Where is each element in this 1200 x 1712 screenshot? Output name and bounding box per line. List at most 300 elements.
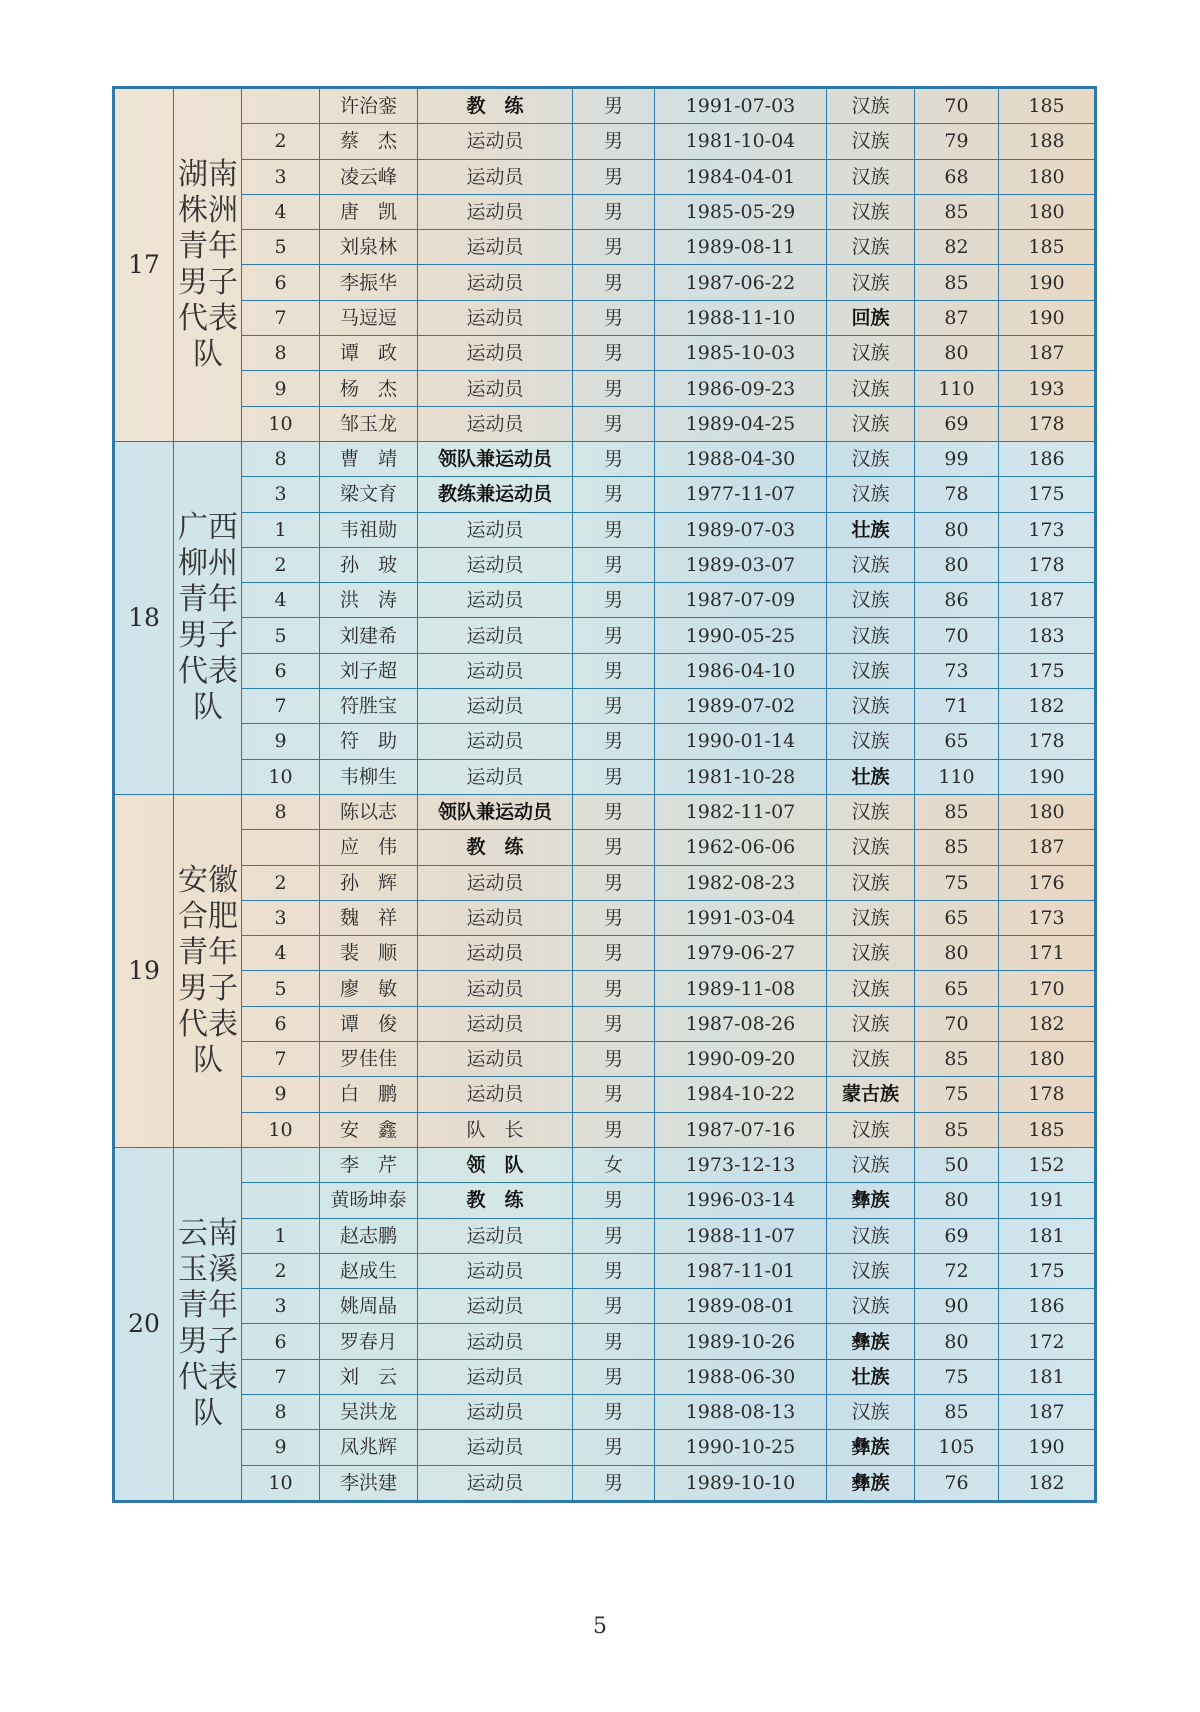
player-name: 应 伟 [320,830,418,865]
ethnicity: 汉族 [827,336,915,371]
height-cm: 183 [999,618,1096,653]
ethnicity: 汉族 [827,230,915,265]
player-name: 罗春月 [320,1324,418,1359]
player-role: 运动员 [418,583,573,618]
weight-kg: 73 [915,653,999,688]
jersey-number: 9 [242,371,320,406]
height-cm: 173 [999,512,1096,547]
table-row [114,300,1096,335]
player-role: 运动员 [418,724,573,759]
weight-kg: 80 [915,936,999,971]
player-name: 谭 政 [320,336,418,371]
height-cm: 190 [999,1430,1096,1465]
birth-date: 1979-06-27 [655,936,827,971]
player-role: 队 长 [418,1112,573,1147]
jersey-number: 10 [242,759,320,794]
jersey-number: 8 [242,794,320,829]
table-row [114,547,1096,582]
ethnicity: 汉族 [827,583,915,618]
birth-date: 1988-06-30 [655,1359,827,1394]
jersey-number: 9 [242,724,320,759]
weight-kg: 87 [915,300,999,335]
height-cm: 182 [999,1465,1096,1501]
player-role: 运动员 [418,547,573,582]
table-row [114,1253,1096,1288]
weight-kg: 70 [915,88,999,124]
player-role: 运动员 [418,1324,573,1359]
weight-kg: 69 [915,406,999,441]
player-gender: 男 [573,512,655,547]
height-cm: 191 [999,1183,1096,1218]
height-cm: 187 [999,1394,1096,1429]
weight-kg: 71 [915,689,999,724]
player-name: 李洪建 [320,1465,418,1501]
birth-date: 1989-08-11 [655,230,827,265]
player-role: 运动员 [418,371,573,406]
height-cm: 175 [999,653,1096,688]
player-name: 罗佳佳 [320,1042,418,1077]
jersey-number [242,1147,320,1182]
player-gender: 男 [573,1324,655,1359]
birth-date: 1990-10-25 [655,1430,827,1465]
jersey-number: 2 [242,124,320,159]
player-gender: 男 [573,406,655,441]
player-role: 运动员 [418,194,573,229]
player-role: 运动员 [418,1430,573,1465]
height-cm: 187 [999,830,1096,865]
ethnicity: 汉族 [827,653,915,688]
player-role: 运动员 [418,618,573,653]
weight-kg: 75 [915,865,999,900]
player-gender: 男 [573,759,655,794]
player-role: 运动员 [418,1359,573,1394]
weight-kg: 85 [915,794,999,829]
birth-date: 1988-11-10 [655,300,827,335]
ethnicity: 彝族 [827,1183,915,1218]
weight-kg: 68 [915,159,999,194]
jersey-number: 10 [242,406,320,441]
player-gender: 男 [573,1183,655,1218]
height-cm: 181 [999,1218,1096,1253]
birth-date: 1985-10-03 [655,336,827,371]
jersey-number: 6 [242,1006,320,1041]
table-row [114,88,1096,124]
birth-date: 1981-10-28 [655,759,827,794]
weight-kg: 85 [915,1112,999,1147]
ethnicity: 汉族 [827,830,915,865]
player-gender: 男 [573,794,655,829]
player-role: 教 练 [418,88,573,124]
weight-kg: 90 [915,1289,999,1324]
height-cm: 176 [999,865,1096,900]
table-row [114,1147,1096,1182]
player-role: 教 练 [418,830,573,865]
height-cm: 175 [999,477,1096,512]
table-row [114,759,1096,794]
weight-kg: 80 [915,1183,999,1218]
player-name: 梁文育 [320,477,418,512]
height-cm: 186 [999,441,1096,476]
height-cm: 185 [999,1112,1096,1147]
player-name: 符 助 [320,724,418,759]
player-gender: 男 [573,936,655,971]
height-cm: 193 [999,371,1096,406]
table-row [114,1359,1096,1394]
weight-kg: 85 [915,1042,999,1077]
player-name: 廖 敏 [320,971,418,1006]
jersey-number: 8 [242,336,320,371]
weight-kg: 110 [915,371,999,406]
weight-kg: 70 [915,618,999,653]
player-role: 教 练 [418,1183,573,1218]
weight-kg: 105 [915,1430,999,1465]
birth-date: 1991-03-04 [655,900,827,935]
team-number: 18 [114,441,174,794]
weight-kg: 80 [915,512,999,547]
ethnicity: 汉族 [827,724,915,759]
player-name: 姚周晶 [320,1289,418,1324]
jersey-number: 5 [242,230,320,265]
ethnicity: 汉族 [827,477,915,512]
birth-date: 1987-07-09 [655,583,827,618]
table-row [114,477,1096,512]
weight-kg: 99 [915,441,999,476]
table-row [114,265,1096,300]
birth-date: 1987-08-26 [655,1006,827,1041]
player-name: 洪 涛 [320,583,418,618]
birth-date: 1990-09-20 [655,1042,827,1077]
ethnicity: 汉族 [827,441,915,476]
player-gender: 男 [573,547,655,582]
birth-date: 1988-08-13 [655,1394,827,1429]
player-gender: 男 [573,477,655,512]
jersey-number: 2 [242,1253,320,1288]
page-number: 5 [593,1614,607,1639]
jersey-number: 4 [242,936,320,971]
table-row [114,1183,1096,1218]
ethnicity: 汉族 [827,971,915,1006]
player-name: 凌云峰 [320,159,418,194]
weight-kg: 78 [915,477,999,512]
birth-date: 1987-11-01 [655,1253,827,1288]
jersey-number: 2 [242,547,320,582]
team-number: 19 [114,794,174,1147]
player-gender: 男 [573,653,655,688]
player-name: 孙 辉 [320,865,418,900]
weight-kg: 70 [915,1006,999,1041]
player-gender: 男 [573,159,655,194]
birth-date: 1987-07-16 [655,1112,827,1147]
player-role: 运动员 [418,971,573,1006]
roster-table [112,86,1097,1503]
team-name: 安徽合肥青年男子代表队 [178,862,238,1078]
birth-date: 1990-05-25 [655,618,827,653]
jersey-number: 5 [242,618,320,653]
height-cm: 188 [999,124,1096,159]
ethnicity: 汉族 [827,1289,915,1324]
birth-date: 1973-12-13 [655,1147,827,1182]
jersey-number: 1 [242,512,320,547]
player-gender: 男 [573,1394,655,1429]
team-name: 湖南株洲青年男子代表队 [178,156,238,372]
jersey-number: 4 [242,194,320,229]
weight-kg: 86 [915,583,999,618]
table-row [114,830,1096,865]
ethnicity: 汉族 [827,88,915,124]
weight-kg: 75 [915,1359,999,1394]
player-role: 运动员 [418,759,573,794]
player-name: 陈以志 [320,794,418,829]
player-name: 刘泉林 [320,230,418,265]
height-cm: 190 [999,300,1096,335]
height-cm: 172 [999,1324,1096,1359]
player-name: 刘建希 [320,618,418,653]
jersey-number: 10 [242,1465,320,1501]
weight-kg: 76 [915,1465,999,1501]
table-row [114,336,1096,371]
player-gender: 男 [573,1042,655,1077]
ethnicity: 汉族 [827,794,915,829]
ethnicity: 汉族 [827,1006,915,1041]
table-row [114,1394,1096,1429]
ethnicity: 汉族 [827,900,915,935]
birth-date: 1977-11-07 [655,477,827,512]
player-name: 韦祖勋 [320,512,418,547]
player-role: 运动员 [418,1218,573,1253]
ethnicity: 汉族 [827,124,915,159]
weight-kg: 79 [915,124,999,159]
weight-kg: 82 [915,230,999,265]
jersey-number: 4 [242,583,320,618]
player-role: 领队兼运动员 [418,441,573,476]
jersey-number [242,830,320,865]
player-gender: 男 [573,900,655,935]
ethnicity: 汉族 [827,1218,915,1253]
player-gender: 男 [573,88,655,124]
birth-date: 1981-10-04 [655,124,827,159]
height-cm: 185 [999,88,1096,124]
birth-date: 1989-04-25 [655,406,827,441]
ethnicity: 汉族 [827,1253,915,1288]
player-gender: 男 [573,1359,655,1394]
table-row [114,371,1096,406]
jersey-number: 6 [242,653,320,688]
height-cm: 180 [999,1042,1096,1077]
birth-date: 1982-08-23 [655,865,827,900]
table-row [114,865,1096,900]
jersey-number [242,1183,320,1218]
table-row [114,1430,1096,1465]
player-name: 韦柳生 [320,759,418,794]
player-name: 马逗逗 [320,300,418,335]
player-name: 魏 祥 [320,900,418,935]
birth-date: 1986-09-23 [655,371,827,406]
ethnicity: 彝族 [827,1465,915,1501]
player-name: 黄旸坤泰 [320,1183,418,1218]
player-role: 运动员 [418,1394,573,1429]
table-row [114,1324,1096,1359]
ethnicity: 壮族 [827,512,915,547]
player-name: 白 鹏 [320,1077,418,1112]
height-cm: 186 [999,1289,1096,1324]
jersey-number: 6 [242,265,320,300]
table-row [114,159,1096,194]
player-gender: 男 [573,971,655,1006]
birth-date: 1990-01-14 [655,724,827,759]
player-gender: 男 [573,441,655,476]
weight-kg: 72 [915,1253,999,1288]
height-cm: 180 [999,794,1096,829]
birth-date: 1986-04-10 [655,653,827,688]
table-row [114,1289,1096,1324]
player-name: 杨 杰 [320,371,418,406]
player-gender: 男 [573,1006,655,1041]
table-row [114,724,1096,759]
ethnicity: 汉族 [827,371,915,406]
player-role: 运动员 [418,1253,573,1288]
player-gender: 男 [573,371,655,406]
player-role: 运动员 [418,265,573,300]
player-gender: 男 [573,230,655,265]
height-cm: 178 [999,1077,1096,1112]
player-gender: 男 [573,336,655,371]
birth-date: 1982-11-07 [655,794,827,829]
weight-kg: 65 [915,900,999,935]
jersey-number: 9 [242,1077,320,1112]
birth-date: 1984-04-01 [655,159,827,194]
player-name: 赵志鹏 [320,1218,418,1253]
table-row [114,1112,1096,1147]
player-name: 曹 靖 [320,441,418,476]
player-gender: 男 [573,724,655,759]
table-row [114,689,1096,724]
player-gender: 男 [573,1465,655,1501]
height-cm: 187 [999,336,1096,371]
height-cm: 182 [999,689,1096,724]
player-role: 运动员 [418,865,573,900]
jersey-number: 5 [242,971,320,1006]
ethnicity: 彝族 [827,1430,915,1465]
height-cm: 190 [999,265,1096,300]
table-row [114,653,1096,688]
birth-date: 1989-03-07 [655,547,827,582]
jersey-number: 8 [242,441,320,476]
ethnicity: 汉族 [827,689,915,724]
player-role: 运动员 [418,1006,573,1041]
player-gender: 女 [573,1147,655,1182]
player-role: 运动员 [418,512,573,547]
ethnicity: 壮族 [827,1359,915,1394]
player-name: 唐 凯 [320,194,418,229]
weight-kg: 65 [915,971,999,1006]
weight-kg: 85 [915,194,999,229]
table-row [114,230,1096,265]
jersey-number: 10 [242,1112,320,1147]
player-role: 运动员 [418,1042,573,1077]
player-role: 教练兼运动员 [418,477,573,512]
team-name-cell [174,794,242,1147]
weight-kg: 85 [915,1394,999,1429]
table-row [114,900,1096,935]
birth-date: 1989-11-08 [655,971,827,1006]
player-role: 运动员 [418,300,573,335]
team-name-cell [174,441,242,794]
player-role: 运动员 [418,1077,573,1112]
height-cm: 182 [999,1006,1096,1041]
table-row [114,441,1096,476]
weight-kg: 75 [915,1077,999,1112]
weight-kg: 110 [915,759,999,794]
height-cm: 173 [999,900,1096,935]
player-role: 运动员 [418,689,573,724]
player-name: 吴洪龙 [320,1394,418,1429]
ethnicity: 汉族 [827,1112,915,1147]
ethnicity: 汉族 [827,547,915,582]
player-name: 凤兆辉 [320,1430,418,1465]
player-role: 运动员 [418,336,573,371]
team-number: 17 [114,88,174,442]
player-gender: 男 [573,830,655,865]
ethnicity: 回族 [827,300,915,335]
player-gender: 男 [573,1077,655,1112]
weight-kg: 50 [915,1147,999,1182]
table-row [114,124,1096,159]
team-name-cell [174,1147,242,1501]
ethnicity: 汉族 [827,1394,915,1429]
player-name: 刘子超 [320,653,418,688]
birth-date: 1985-05-29 [655,194,827,229]
team-name: 广西柳州青年男子代表队 [178,509,238,725]
player-name: 刘 云 [320,1359,418,1394]
player-gender: 男 [573,1112,655,1147]
player-gender: 男 [573,300,655,335]
player-role: 领队兼运动员 [418,794,573,829]
birth-date: 1989-07-02 [655,689,827,724]
birth-date: 1988-04-30 [655,441,827,476]
jersey-number: 6 [242,1324,320,1359]
weight-kg: 69 [915,1218,999,1253]
jersey-number: 1 [242,1218,320,1253]
table-row [114,1077,1096,1112]
player-gender: 男 [573,689,655,724]
player-name: 李振华 [320,265,418,300]
player-gender: 男 [573,1218,655,1253]
height-cm: 180 [999,159,1096,194]
player-role: 运动员 [418,230,573,265]
weight-kg: 85 [915,830,999,865]
ethnicity: 汉族 [827,1042,915,1077]
table-row [114,1042,1096,1077]
birth-date: 1988-11-07 [655,1218,827,1253]
height-cm: 178 [999,724,1096,759]
ethnicity: 汉族 [827,265,915,300]
player-name: 孙 玻 [320,547,418,582]
weight-kg: 65 [915,724,999,759]
height-cm: 178 [999,406,1096,441]
table-row [114,583,1096,618]
player-name: 李 芹 [320,1147,418,1182]
ethnicity: 汉族 [827,159,915,194]
ethnicity: 汉族 [827,1147,915,1182]
player-role: 运动员 [418,1465,573,1501]
player-gender: 男 [573,1430,655,1465]
birth-date: 1989-10-10 [655,1465,827,1501]
player-role: 运动员 [418,900,573,935]
player-role: 运动员 [418,1289,573,1324]
height-cm: 175 [999,1253,1096,1288]
team-name-cell [174,88,242,442]
ethnicity: 汉族 [827,406,915,441]
